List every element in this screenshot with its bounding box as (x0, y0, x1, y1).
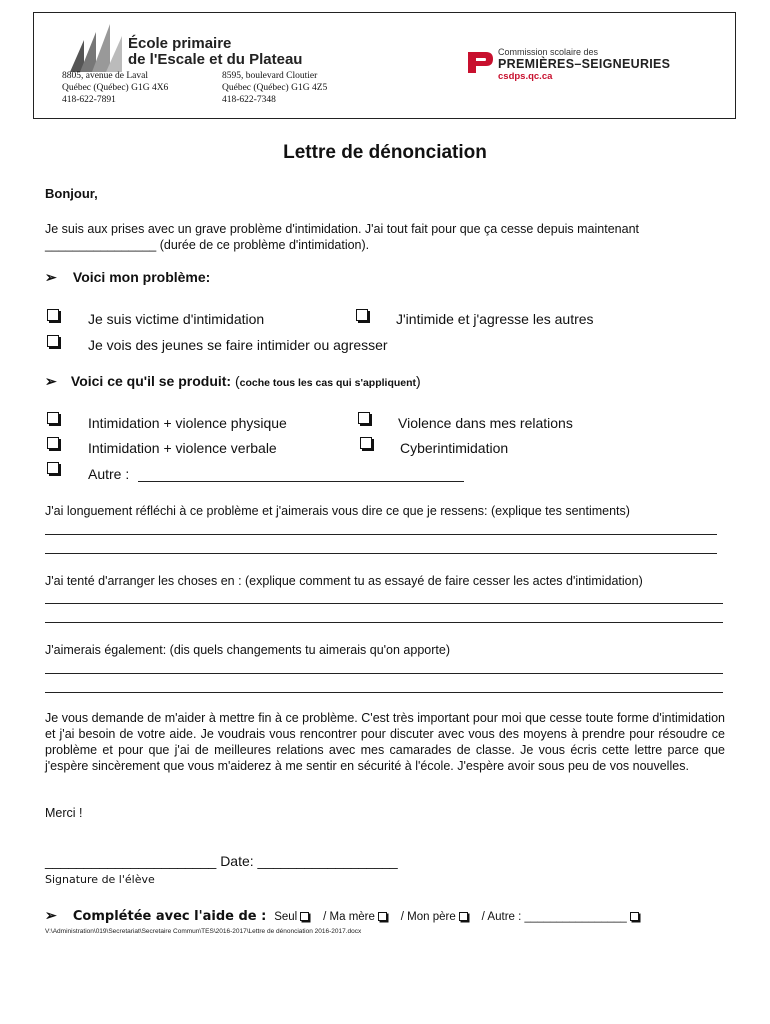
signature-label: Signature de l'élève (45, 873, 155, 886)
problem-heading: ➢ Voici mon problème: (45, 269, 211, 285)
arrow-bullet-icon: ➢ (45, 269, 57, 285)
option-alone: Seul (274, 911, 309, 923)
signature-line[interactable]: ______________________ Date: __________________ (45, 853, 398, 869)
option-other-label: Autre : (88, 466, 130, 482)
closing-paragraph: Je vous demande de m'aider à mettre fin à ce problème. C'est très important pour moi que cesse toute forme d'intimidation et j'ai besoin de votre aide. Je voudrais vous rencontrer pour discuter avec vous des moyens à prendre pour résoudre ce problème et pour que j'ai de meilleures relations avec mes camarades de classe. Je vous écris cette lettre parce que j'espère sincèrement que vous m'aiderez à me sentir en sécurité à l'école. J'espère avoir sous peu de vos nouvelles. (45, 711, 725, 773)
checkbox-mother[interactable] (378, 912, 387, 921)
completed-with-row: ➢ Complétée avec l'aide de : Seul / Ma mère / Mon père / Autre : ________________ (45, 907, 639, 925)
checkbox-relations[interactable] (358, 412, 370, 424)
option-cyber-label: Cyberintimidation (400, 440, 509, 456)
option-witness-label: Je vois des jeunes se faire intimider ou agresser (88, 337, 388, 353)
arrow-bullet-icon: ➢ (45, 907, 57, 923)
question-feelings: J'ai longuement réfléchi à ce problème et j'aimerais vous dire ce que je ressens: (explique tes sentiments) (45, 504, 630, 518)
board-website: csdps.qc.ca (498, 71, 553, 82)
address-right: 8595, boulevard Cloutier Québec (Québec) G1G 4Z5 418-622-7348 (222, 71, 328, 105)
question-attempts: J'ai tenté d'arranger les choses en : (explique comment tu as essayé de faire cesser les actes d'intimidation) (45, 574, 643, 588)
file-path: V:\Administration\019\Secretariat\Secretaire Commun\TES\2016-2017\Lettre de dénonciation 2016-2017.docx (45, 928, 362, 935)
option-mother: / Ma mère (323, 911, 387, 923)
answer-line[interactable] (45, 553, 717, 554)
address-left: 8805, avenue de Laval Québec (Québec) G1G 4X6 418-622-7891 (62, 71, 169, 105)
option-physical-label: Intimidation + violence physique (88, 415, 287, 431)
board-logo-icon (466, 50, 494, 74)
checkbox-cyber[interactable] (360, 437, 372, 449)
checkbox-physical[interactable] (47, 412, 59, 424)
checkbox-alone[interactable] (300, 912, 309, 921)
option-father: / Mon père (401, 911, 468, 923)
page-title: Lettre de dénonciation (283, 142, 487, 163)
intro-line-1: Je suis aux prises avec un grave problème d'intimidation. J'ai tout fait pour que ça cesse depuis maintenant (45, 222, 639, 236)
checkbox-victim[interactable] (47, 309, 59, 321)
greeting: Bonjour, (45, 186, 98, 201)
answer-line[interactable] (45, 534, 717, 535)
checkbox-aggressor[interactable] (356, 309, 368, 321)
answer-line[interactable] (45, 692, 723, 693)
option-relations-label: Violence dans mes relations (398, 415, 573, 431)
checkbox-other[interactable] (47, 462, 59, 474)
school-name: École primaire de l'Escale et du Plateau (128, 35, 303, 68)
situation-heading: ➢ Voici ce qu'il se produit: (coche tous les cas qui s'appliquent) (45, 373, 421, 389)
answer-line[interactable] (45, 622, 723, 623)
board-name-line2: PREMIÈRES–SEIGNEURIES (498, 57, 671, 71)
thanks-text: Merci ! (45, 806, 83, 820)
answer-line[interactable] (45, 673, 723, 674)
option-victim-label: Je suis victime d'intimidation (88, 311, 265, 327)
checkbox-other-helper[interactable] (630, 912, 639, 921)
arrow-bullet-icon: ➢ (45, 373, 57, 389)
checkbox-father[interactable] (459, 912, 468, 921)
question-changes: J'aimerais également: (dis quels changements tu aimerais qu'on apporte) (45, 643, 450, 657)
other-input-line[interactable] (138, 481, 464, 482)
option-verbal-label: Intimidation + violence verbale (88, 440, 277, 456)
intro-line-2[interactable]: ________________ (durée de ce problème d'intimidation). (45, 238, 370, 252)
answer-line[interactable] (45, 603, 723, 604)
school-logo-icon (70, 22, 130, 74)
board-name-line1: Commission scolaire des (498, 47, 599, 57)
date-line[interactable]: __________________ (257, 853, 398, 869)
option-other: / Autre : ________________ (482, 911, 639, 923)
checkbox-witness[interactable] (47, 335, 59, 347)
option-aggressor-label: J'intimide et j'agresse les autres (396, 311, 594, 327)
date-label: Date: (220, 853, 254, 869)
checkbox-verbal[interactable] (47, 437, 59, 449)
